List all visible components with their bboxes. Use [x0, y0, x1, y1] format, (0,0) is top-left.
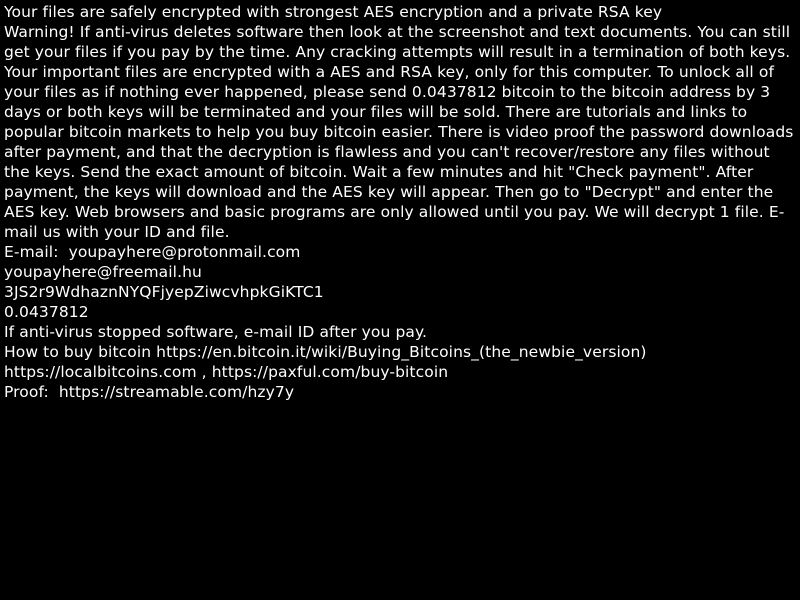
contact-email-alternate: youpayhere@freemail.hu: [4, 263, 202, 281]
contact-email-primary: E-mail: youpayhere@protonmail.com: [4, 243, 301, 261]
ransom-headline: Your files are safely encrypted with strongest AES encryption and a private RSA key: [4, 3, 663, 21]
ransom-amount: 0.0437812: [4, 303, 89, 321]
bitcoin-address: 3JS2r9WdhaznNYQFjyepZiwcvhpkGiKTC1: [4, 283, 324, 301]
proof-video-link: Proof: https://streamable.com/hzy7y: [4, 383, 295, 401]
antivirus-note: If anti-virus stopped software, e-mail ID after you pay.: [4, 323, 428, 341]
how-to-buy-bitcoin-link: How to buy bitcoin https://en.bitcoin.it/wiki/Buying_Bitcoins_(the_newbie_version): [4, 343, 647, 361]
ransom-warning-text: Warning! If anti-virus deletes software then look at the screenshot and text documents. You can still get your files if you pay by the time. Any cracking attempts will result in a termination of both keys.: [4, 23, 791, 61]
ransom-body-text: Your important files are encrypted with a AES and RSA key, only for this computer. To unlock all of your files as if nothing ever happened, please send 0.0437812 bitcoin to the bitcoin address by 3 days or both keys will be terminated and your files will be sold. There are tutorials and links to popular bitcoin markets to help you buy bitcoin easier. There is video proof the password downloads after payment, and that the decryption is flawless and you can't recover/restore any files without the keys. Send the exact amount of bitcoin. Wait a few minutes and hit "Check payment". After payment, the keys will download and the AES key will appear. Then go to "Decrypt" and enter the AES key. Web browsers and basic programs are only allowed until you pay. We will decrypt 1 file. E-mail us with your ID and file.: [4, 63, 794, 241]
bitcoin-markets-links: https://localbitcoins.com , https://paxful.com/buy-bitcoin: [4, 363, 449, 381]
